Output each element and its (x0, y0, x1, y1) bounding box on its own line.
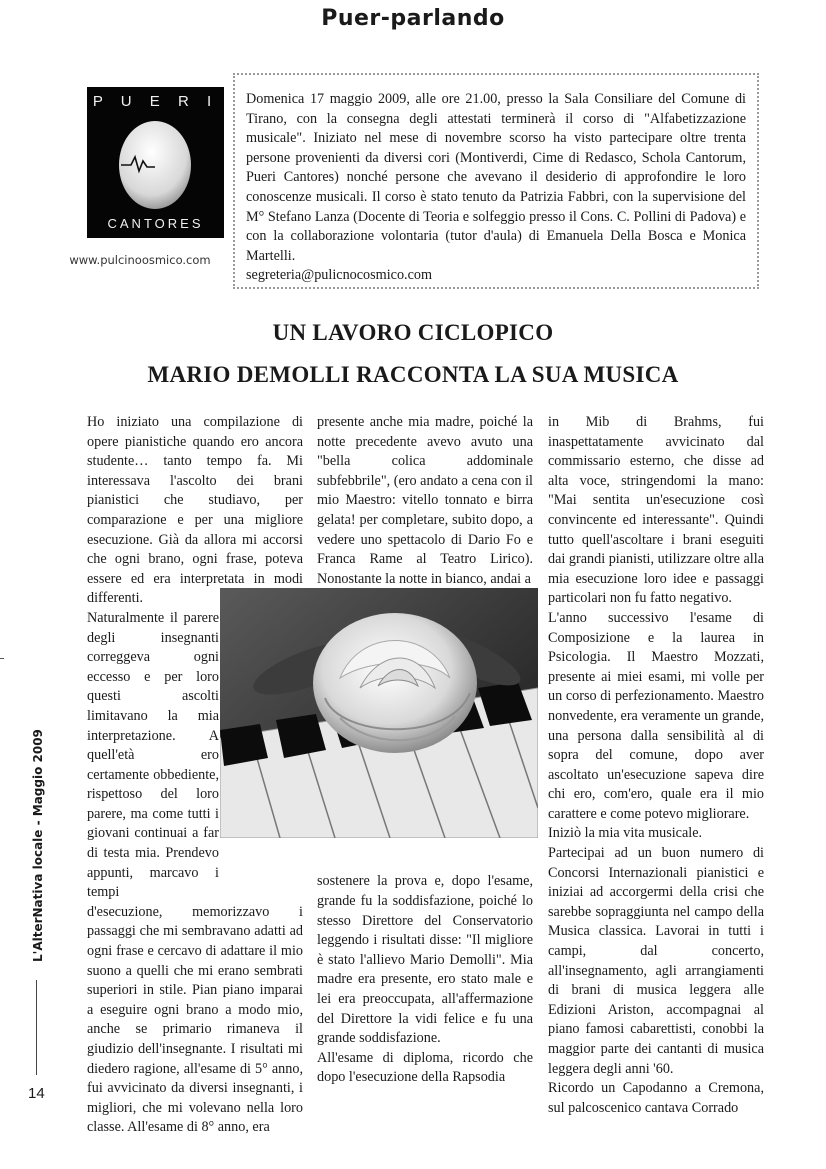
paragraph: All'esame di diploma, ricordo che dopo l'esecuzione della Rapsodia (317, 1049, 533, 1086)
notice-block (246, 90, 746, 286)
paragraph: d'esecuzione, memorizzavo i passaggi che mi sembravano adatti ad ogni frase e cercavo di adattare il mio suono a quelli che mi erano sembrati superiori in stile. Pian piano imparai a eseguire ogni brano a modo mio, anche se primario rimaneva il giudizio dell'insegnante. I risultati mi diedero ragione, all'esame di 5° anno, fui avvicinato da diversi insegnanti, i migliori, che mi volevano nella loro classe. All'esame di 8° anno, era (87, 903, 303, 1136)
margin-mark (0, 658, 4, 659)
paragraph: Ricordo un Capodanno a Cremona, sul palcoscenico cantava Corrado (548, 1080, 764, 1116)
article-column-3 (548, 413, 764, 1118)
page-number: 14 (28, 1085, 45, 1102)
notice-email-link[interactable]: segreteria@pulicnocosmico.com (246, 267, 433, 284)
paragraph: in Mib di Brahms, fui inaspettatamente avvicinato dal commissario esterno, che disse ad alta voce, stringendomi la mano: "Mai sentita un'esecuzione così convincente ed interessante". Quindi tutto quell'ascoltare i brani eseguiti dai grandi pianisti, utilizzare oltre alla mia esecuzione loro idee e passaggi particolari non fu fatto negativo. (548, 414, 764, 607)
logo-bottom-text: CANTORES (107, 216, 204, 231)
paragraph: Partecipai ad un buon numero di Concorsi Internazionali pianistici e iniziai ad accorgermi della crisi che sarebbe sopraggiunta nel campo della Musica classica. Lavorai in tutti i campi, dal concerto, all'insegnamento, agli arrangiamenti di brani di musica leggera alle Edizioni Ariston, accompagnai al piano famosi cabarettisti, conobbi la maggior parte dei cantanti di musica leggera degli anni '60. (548, 845, 764, 1077)
paragraph: sostenere la prova e, dopo l'esame, grande fu la soddisfazione, poiché lo stesso Direttore del Conservatorio leggendo i risultati disse: "Il migliore è stato l'allievo Mario Demolli". Mia madre era presente, ero stato male e lei era preoccupata, all'affermazione del Direttore la vidi felice e fu una grande soddisfazione. (317, 873, 533, 1047)
paragraph: Ho iniziato una compilazione di opere pianistiche quando ero ancora studente… tanto tempo fa. Mi interessava l'ascolto dei brani pianistici che studiavo, per comparazione e per una migliore esecuzione. Già da allora mi accorsi che ogni brano, ogni frase, poteva essere ed era interpretata in modi differenti. (87, 414, 303, 607)
section-title: Puer-parlando (321, 6, 505, 31)
paragraph: Iniziò la mia vita musicale. (548, 825, 703, 842)
article-subheadline: MARIO DEMOLLI RACCONTA LA SUA MUSICA (147, 362, 679, 387)
logo-top-text: P U E R I (92, 93, 219, 110)
egg-icon (115, 113, 195, 209)
publication-name: L'AlterNativa locale - Maggio 2009 (31, 729, 45, 962)
margin-rule (36, 980, 37, 1075)
website-link[interactable]: www.pulcinoosmico.com (69, 253, 211, 267)
rose-piano-illustration (220, 588, 538, 838)
notice-text: Domenica 17 maggio 2009, alle ore 21.00, presso la Sala Consiliare del Comune di Tirano, con la consegna degli attestati terminerà il corso di "Alfabetizzazione musicale". Iniziato nel mese di novembre scorso ha visto partecipare oltre trenta persone provenienti da diversi cori (Montiverdi, Cime di Redasco, Schola Cantorum, Pueri Cantores) nonché persone che avevano il desiderio di approfondire le loro conoscenze musicali. Il corso è stato tenuto da Patrizia Fabbri, con la supervisione del M° Stefano Lanza (Docente di Teoria e solfeggio presso il Cons. C. Pollini di Padova) e con la collaborazione volontaria (tutor d'aula) di Emanuela Della Bosca e Monica Martelli. (246, 91, 746, 264)
paragraph-wrapped: Naturalmente il parere degli insegnanti correggeva ogni eccesso e per loro questi ascolti limitavano la mia interpretazione. A quell'età ero certamente obbediente, rispettoso del loro parere, ma come tutti i giovani continuai a far di testa mia. Prendevo appunti, marcavo i tempi (87, 609, 219, 901)
publication-sidebar (28, 729, 48, 970)
rose-on-piano-photo (220, 588, 538, 838)
article-headline: UN LAVORO CICLOPICO (272, 320, 554, 345)
pueri-cantores-logo (87, 87, 224, 238)
paragraph: presente anche mia madre, poiché la notte precedente avevo avuto una "bella colica addominale subfebbrile", (ero andato a cena con il mio Maestro: vitello tonnato e birra gelata! per completare, subito dopo, a vedere uno spettacolo di Dario Fo e Franca Rame al Teatro Lirico). Nonostante la notte in bianco, andai a (317, 414, 533, 587)
paragraph: L'anno successivo l'esame di Composizione e la laurea in Psicologia. Il Maestro Mozzati, presente ai miei esami, mi volle per un corso di perfezionamento. Maestro nonvedente, era veramente un grande, una persona dalla sensibilità al di sopra del comune, dopo aver ascoltato un'esecuzione sapeva dire chi ero, com'ero, quale era il mio carattere e come potevo migliorare. (548, 609, 764, 822)
